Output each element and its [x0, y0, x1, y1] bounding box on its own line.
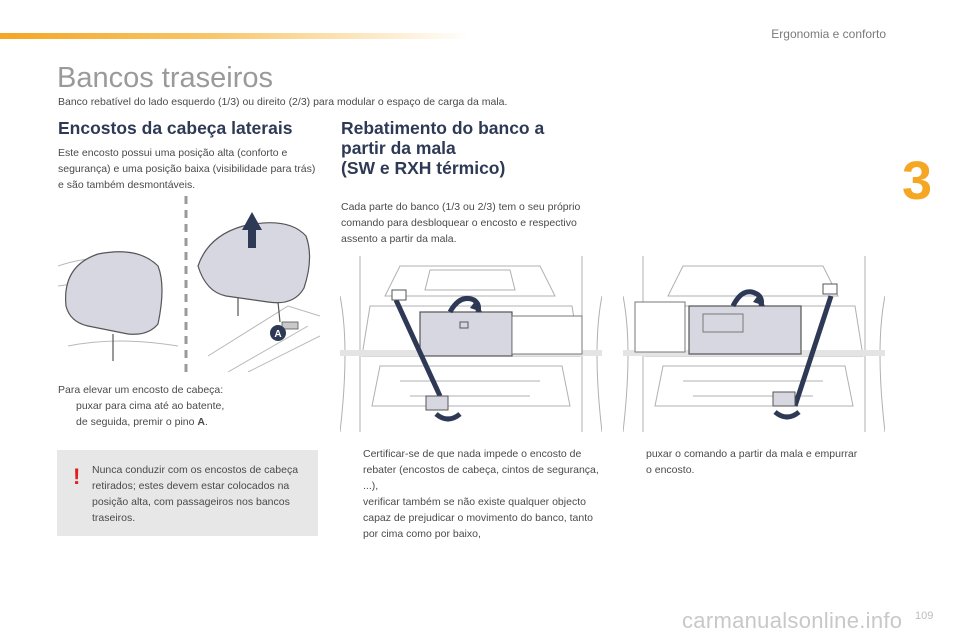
checklist-left: [341, 446, 601, 542]
bullet-icon: [58, 398, 76, 414]
list-item-text: verificar também se não existe qualquer objecto capaz de prejudicar o movimento do banco, tanto por cima como por baixo,: [363, 496, 593, 540]
list-item: [624, 446, 864, 478]
heading-line: partir da mala: [341, 138, 456, 158]
warning-box: [57, 450, 318, 536]
checklist-right: [624, 446, 864, 478]
page-number: 109: [915, 610, 934, 622]
heading-line: Rebatimento do banco a: [341, 118, 545, 138]
chapter-number: 3: [902, 151, 933, 211]
warning-icon: !: [73, 464, 81, 489]
section-heading-headrests: Encostos da cabeça laterais: [58, 118, 293, 138]
bullet-icon: [341, 446, 363, 494]
step-text: puxar para cima até ao batente,: [76, 400, 225, 412]
list-item-text: Certificar-se de que nada impede o encosto de rebater (encostos de cabeça, cintos de segurança, ...),: [363, 448, 599, 492]
page-title: Bancos traseiros: [57, 62, 273, 94]
list-item: [341, 446, 601, 494]
raise-title: Para elevar um encosto de cabeça:: [58, 384, 224, 396]
boot-illustration-left: [340, 256, 602, 432]
bullet-icon: [341, 494, 363, 542]
header-accent-bar: [0, 33, 470, 39]
watermark: carmanualsonline.info: [682, 608, 903, 633]
step-end: .: [205, 416, 208, 428]
section-heading-folding: [341, 118, 621, 178]
pin-label: A: [197, 416, 205, 428]
step-text: de seguida, premir o pino: [76, 416, 198, 428]
boot-illustration-right: [623, 256, 885, 432]
raise-step-1: [58, 398, 323, 414]
folding-intro: Cada parte do banco (1/3 ou 2/3) tem o seu próprio comando para desbloquear o encosto e respectivo assento a partir da mala.: [341, 201, 581, 245]
heading-line: (SW e RXH térmico): [341, 158, 506, 178]
headrest-illustration: [58, 196, 320, 372]
bullet-icon: [58, 414, 76, 430]
pin-label-a: A: [274, 329, 282, 340]
list-item: [341, 494, 601, 542]
warning-text: Nunca conduzir com os encostos de cabeça retirados; estes devem estar colocados na posição alta, com passageiros nos bancos traseiros.: [92, 464, 299, 524]
list-item-text: puxar o comando a partir da mala e empurrar o encosto.: [646, 448, 858, 476]
raise-step-2: [58, 414, 323, 430]
raise-instructions: [58, 382, 323, 430]
page-subtitle: Banco rebatível do lado esquerdo (1/3) ou direito (2/3) para modular o espaço de carga da mala.: [58, 96, 508, 108]
section-label: Ergonomia e conforto: [771, 27, 886, 41]
bullet-icon: [624, 446, 646, 478]
headrest-intro: Este encosto possui uma posição alta (conforto e segurança) e uma posição baixa (visibilidade para trás) e são também desmontáveis.: [58, 147, 316, 191]
